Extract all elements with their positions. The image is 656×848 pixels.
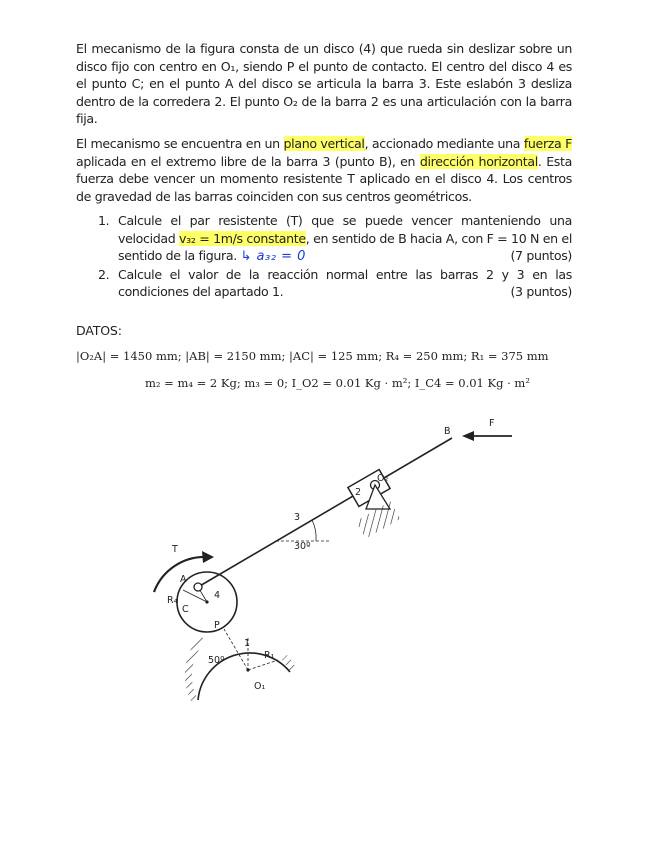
question-1-points: (7 puntos) [510, 248, 572, 264]
question-1-text-a: Calcule el par resistente (T) que se puede vencer manteniendo una velocidad [118, 213, 572, 246]
handwritten-note: ↳ a₃₂ = 0 [240, 249, 306, 265]
p2-text-2: , accionado mediante una [364, 136, 524, 151]
mechanism-figure [0, 400, 656, 720]
highlight-fuerza-f: fuerza F [523, 136, 573, 151]
label-angle-30: 30º [294, 541, 311, 552]
question-2-points: (3 puntos) [510, 284, 572, 300]
label-o2: O₂ [377, 473, 389, 484]
label-angle-50: 50º [208, 655, 225, 666]
question-1-number: 1. [98, 213, 110, 228]
label-b: B [444, 426, 451, 437]
p2-text-3: aplicada en el extremo libre de la barra 3 (punto B), en [76, 153, 420, 169]
equation-lengths: |O₂A| = 1450 mm; |AB| = 2150 mm; |AC| = 125 mm; R₄ = 250 mm; R₁ = 375 mm [76, 349, 549, 363]
paragraph-conditions [76, 135, 572, 205]
label-a: A [180, 574, 187, 585]
label-f: F [489, 418, 495, 429]
question-1-text-b: , en sentido de B hacia A, con F = 10 N en el sentido de la figura. [118, 230, 572, 264]
question-2-number: 2. [98, 266, 110, 282]
label-r4: R₄ [167, 595, 178, 606]
question-list [98, 212, 572, 301]
p2-text-4: . Esta fuerza debe vencer un momento resistente T aplicado en el disco 4. Los centros de gravedad de las barras coinciden con sus centros geométricos. [76, 153, 572, 204]
bar-3 [198, 438, 452, 587]
label-o1: O₁ [254, 681, 266, 692]
paragraph-mechanism-description: El mecanismo de la figura consta de un disco (4) que rueda sin deslizar sobre un disco fijo con centro en O₁, siendo P el punto de contacto. El centro del disco 4 es el punto C; en el punto A del disco se articula la barra 3. Este eslabón 3 desliza dentro de la corredera 2. El punto O₂ de la barra 2 es una articulación con la barra fija. [76, 41, 572, 127]
label-t: T [172, 544, 178, 555]
equation-masses: m₂ = m₄ = 2 Kg; m₃ = 0; I_O2 = 0.01 Kg · m²; I_C4 = 0.01 Kg · m² [145, 376, 530, 390]
point-c [205, 600, 208, 603]
label-c: C [182, 604, 189, 615]
moment-t-arrowhead [202, 551, 214, 563]
label-1: 1 [244, 638, 251, 649]
question-1 [98, 212, 572, 266]
highlight-direccion-horizontal: dirección horizontal [419, 153, 538, 169]
fixed-disc-hatching [185, 636, 206, 703]
label-2: 2 [355, 487, 362, 498]
pin-a [194, 583, 202, 591]
angle-arc-30 [312, 520, 316, 541]
question-2 [98, 266, 572, 301]
force-f-arrowhead [462, 431, 474, 441]
point-o1 [246, 668, 249, 671]
highlight-plano-vertical: plano vertical [283, 136, 365, 151]
label-p: P [214, 620, 220, 631]
label-3: 3 [294, 512, 301, 523]
label-r1: R₁ [264, 650, 275, 661]
datos-label: DATOS: [76, 323, 122, 338]
highlight-velocity: v₃₂ = 1m/s constante [179, 230, 306, 246]
fixed-disc-hatching-right [282, 655, 296, 672]
p2-text-1: El mecanismo se encuentra en un [76, 136, 284, 151]
line-o1-p [224, 629, 251, 670]
label-4: 4 [214, 590, 221, 601]
radius-r1-line [248, 660, 278, 670]
question-2-text: Calcule el valor de la reacción normal entre las barras 2 y 3 en las condiciones del apartado 1. [118, 266, 572, 300]
